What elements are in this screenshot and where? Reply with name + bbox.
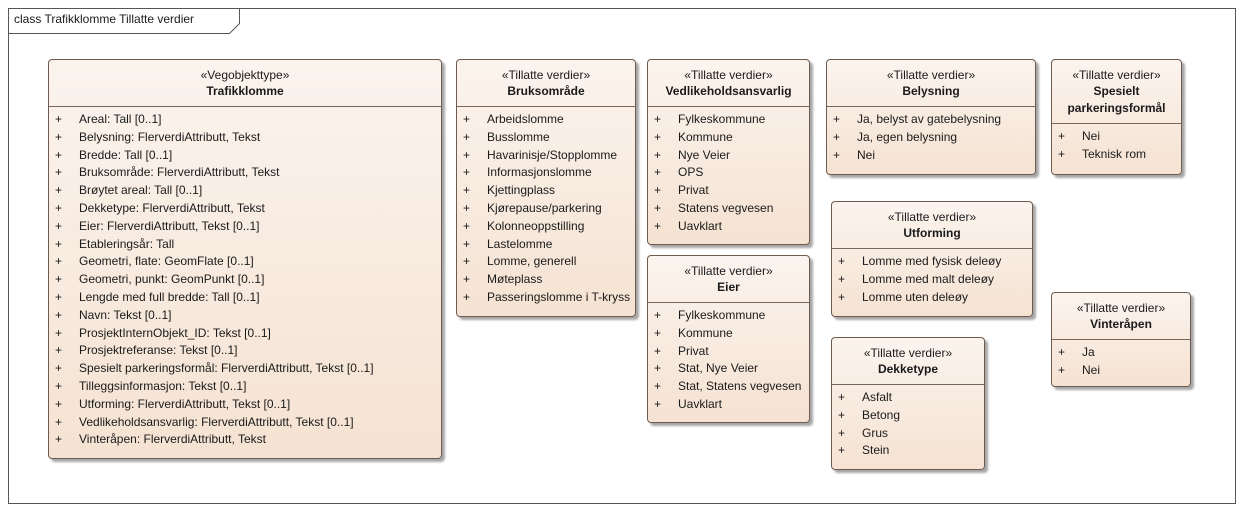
value-row: + Arbeidslomme (463, 112, 564, 126)
value-row: + Ja, egen belysning (833, 129, 958, 144)
stereotype-label: «Vegobjekttype» (200, 68, 290, 82)
class-box-belysning[interactable] (826, 59, 1036, 175)
value-row: + Informasjonslomme (463, 165, 592, 180)
stereotype-label: «Tillatte verdier» (886, 68, 976, 82)
value-row: + Teknisk rom (1058, 146, 1147, 161)
box-header (827, 60, 1035, 107)
value-row: + Lastelomme (463, 236, 553, 251)
class-name-line-2: parkeringsformål (1067, 101, 1166, 115)
attribute-row: + Spesielt parkeringsformål: FlerverdiAttributt, Tekst [0..1] (55, 361, 374, 376)
box-header (648, 256, 809, 303)
class-name: Eier (717, 280, 740, 294)
value-row: + Havarinisje/Stopplomme (463, 147, 618, 162)
stereotype-label: «Tillatte verdier» (684, 68, 773, 82)
value-list (832, 249, 1032, 310)
value-list (457, 107, 635, 311)
class-box-spesielt-parkeringsformal[interactable] (1051, 59, 1182, 175)
stereotype-label: «Tillatte verdier» (501, 68, 591, 82)
value-row: + Nye Veier (654, 147, 731, 162)
value-row: + Uavklart (654, 396, 723, 411)
value-row: + Kolonneoppstilling (463, 218, 585, 233)
attribute-row: + Vinteråpen: FlerverdiAttributt, Tekst (55, 432, 266, 447)
value-row: + Nei (1058, 362, 1101, 377)
value-row: + Lomme med fysisk deleøy (838, 254, 1002, 268)
value-row: + Nei (1058, 129, 1101, 143)
value-list (827, 107, 1035, 168)
value-list (832, 385, 984, 464)
class-box-vedlikeholdsansvarlig[interactable] (647, 59, 810, 245)
class-box-eier[interactable] (647, 255, 810, 423)
class-name: Vedlikeholdsansvarlig (665, 84, 792, 98)
value-row: + Ja, belyst av gatebelysning (833, 112, 1002, 126)
class-name: Utforming (903, 226, 961, 240)
box-header (832, 338, 984, 385)
value-list (1052, 124, 1181, 168)
class-name: Bruksområde (507, 84, 585, 98)
attribute-row: + Bruksområde: FlerverdiAttributt, Tekst (55, 165, 280, 180)
value-row: + Stein (838, 443, 890, 458)
attribute-row: + Lengde med full bredde: Tall [0..1] (55, 289, 260, 304)
attribute-list (49, 107, 441, 453)
stereotype-label: «Tillatte verdier» (887, 210, 977, 224)
value-row: + Fylkeskommune (654, 112, 766, 126)
value-list (1052, 340, 1190, 384)
attribute-row: + Prosjektreferanse: Tekst [0..1] (55, 343, 238, 358)
class-box-utforming[interactable] (831, 201, 1033, 317)
value-row: + Stat, Nye Veier (654, 361, 759, 376)
value-row: + Kommune (654, 129, 733, 144)
class-name-line-1: Spesielt (1093, 84, 1140, 98)
class-name: Dekketype (877, 362, 939, 376)
value-row: + Kommune (654, 325, 733, 340)
frame-title: class Trafikklomme Tillatte verdier (14, 12, 195, 26)
value-row: + OPS (654, 165, 704, 180)
value-row: + Stat, Statens vegvesen (654, 379, 802, 394)
box-header (648, 60, 809, 107)
value-row: + Lomme uten deleøy (838, 289, 969, 304)
value-row: + Grus (838, 425, 889, 440)
attribute-row: + Tilleggsinformasjon: Tekst [0..1] (55, 378, 247, 393)
value-list (648, 107, 809, 240)
attribute-row: + Geometri, punkt: GeomPunkt [0..1] (55, 272, 265, 287)
attribute-row: + Vedlikeholdsansvarlig: FlerverdiAttributt, Tekst [0..1] (55, 414, 354, 429)
attribute-row: + Brøytet areal: Tall [0..1] (55, 183, 203, 198)
value-row: + Ja (1058, 345, 1095, 359)
value-row: + Fylkeskommune (654, 308, 766, 322)
class-name: Vinteråpen (1090, 317, 1152, 331)
attribute-row: + Belysning: FlerverdiAttributt, Tekst (55, 129, 261, 144)
box-header (457, 60, 635, 107)
attribute-row: + Areal: Tall [0..1] (55, 112, 162, 126)
attribute-row: + Navn: Tekst [0..1] (55, 307, 172, 322)
class-box-vinteraapen[interactable] (1051, 292, 1191, 387)
value-row: + Asfalt (838, 390, 893, 404)
value-row: + Privat (654, 183, 709, 198)
stereotype-label: «Tillatte verdier» (684, 264, 773, 278)
box-header (49, 60, 441, 107)
class-box-trafikklomme[interactable] (48, 59, 442, 459)
value-list (648, 303, 809, 418)
stereotype-label: «Tillatte verdier» (1076, 301, 1166, 315)
value-row: + Kjørepause/parkering (463, 200, 602, 215)
box-header (1052, 293, 1190, 340)
stereotype-label: «Tillatte verdier» (1072, 68, 1161, 82)
value-row: + Privat (654, 343, 709, 358)
box-header (832, 202, 1032, 249)
value-row: + Uavklart (654, 218, 723, 233)
value-row: + Lomme med malt deleøy (838, 271, 995, 286)
attribute-row: + Bredde: Tall [0..1] (55, 147, 173, 162)
class-box-bruksomrade[interactable] (456, 59, 636, 317)
stereotype-label: «Tillatte verdier» (863, 346, 953, 360)
box-header (1052, 60, 1181, 124)
class-name: Belysning (902, 84, 960, 98)
attribute-row: + Dekketype: FlerverdiAttributt, Tekst (55, 200, 265, 215)
attribute-row: + Geometri, flate: GeomFlate [0..1] (55, 254, 254, 269)
value-row: + Kjettingplass (463, 183, 556, 198)
value-row: + Lomme, generell (463, 254, 577, 269)
attribute-row: + Eier: FlerverdiAttributt, Tekst [0..1] (55, 218, 260, 233)
attribute-row: + Etableringsår: Tall (55, 236, 175, 251)
value-row: + Betong (838, 407, 901, 422)
attribute-row: + ProsjektInternObjekt_ID: Tekst [0..1] (55, 325, 271, 340)
value-row: + Nei (833, 147, 876, 162)
value-row: + Passeringslomme i T-kryss (463, 289, 631, 304)
value-row: + Busslomme (463, 129, 550, 144)
value-row: + Statens vegvesen (654, 200, 774, 215)
class-box-dekketype[interactable] (831, 337, 985, 470)
value-row: + Møteplass (463, 272, 543, 287)
attribute-row: + Utforming: FlerverdiAttributt, Tekst [0..1] (55, 396, 291, 411)
class-name: Trafikklomme (206, 84, 284, 98)
